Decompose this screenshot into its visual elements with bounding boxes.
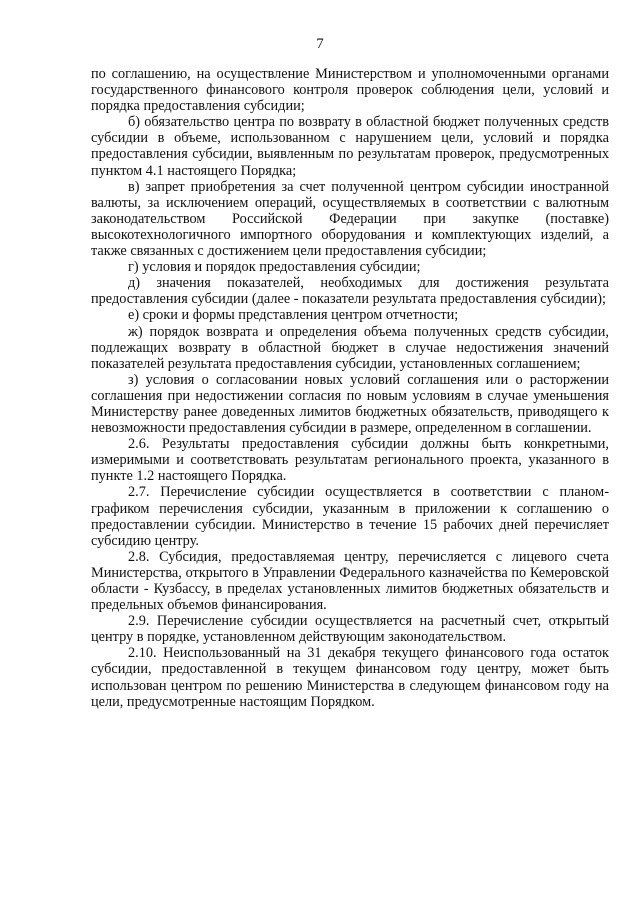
paragraph-item-zh: ж) порядок возврата и определения объема полученных средств субсидии, подлежащих возврату в областной бюджет в случае недостижения значений показателей результата предоставления субсидии, установленных соглашением; xyxy=(91,323,609,372)
paragraph-item-d: д) значения показателей, необходимых для достижения результата предоставления субсидии (далее - показатели результата предоставления субсидии); xyxy=(91,275,609,308)
paragraph-2-6: 2.6. Результаты предоставления субсидии должны быть конкретными, измеримыми и соответствовать результатам регионального проекта, указанного в пункте 1.2 настоящего Порядка. xyxy=(91,436,609,485)
paragraph-item-b: б) обязательство центра по возврату в областной бюджет полученных средств субсидии в объеме, использованном с нарушением цели, условий и порядка предоставления субсидии, выявленным по результатам проверок, предусмотренных пунктом 4.1 настоящего Порядка; xyxy=(91,114,609,179)
paragraph-item-e: е) сроки и формы представления центром отчетности; xyxy=(128,307,459,324)
paragraph-item-v: в) запрет приобретения за счет полученной центром субсидии иностранной валюты, за исключением операций, осуществляемых в соответствии с валютным законодательством Российской Федерации при закупке (поставке) высокотехнологичного импортного оборудования и комплектующих изделий, а также связанных с достижением цели предоставления субсидии; xyxy=(91,178,609,260)
paragraph-2-8: 2.8. Субсидия, предоставляемая центру, перечисляется с лицевого счета Министерства, открытого в Управлении Федерального казначейства по Кемеровской области - Кузбассу, в пределах установленных лимитов бюджетных обязательств и предельных объемов финансирования. xyxy=(91,548,609,614)
page-number: 7 xyxy=(316,36,324,52)
paragraph-2-9: 2.9. Перечисление субсидии осуществляется на расчетный счет, открытый центру в порядке, установленном действующим законодательством. xyxy=(91,613,609,646)
paragraph-item-g: г) условия и порядок предоставления субсидии; xyxy=(128,259,421,276)
document-body xyxy=(91,66,609,710)
paragraph-2-7: 2.7. Перечисление субсидии осуществляется в соответствии с планом-графиком перечисления субсидии, указанным в приложении к соглашению о предоставлении субсидии. Министерство в течение 15 рабочих дней перечисляет субсидию центру. xyxy=(91,484,609,549)
paragraph-item-z: з) условия о согласовании новых условий соглашения или о расторжении соглашения при недостижении согласия по новым условиям в случае уменьшения Министерству ранее доведенных лимитов бюджетных обязательств, приводящего к невозможности предоставления субсидии в размере, определенном в соглашении. xyxy=(91,371,609,437)
paragraph-continuation: по соглашению, на осуществление Министерством и уполномоченными органами государственного финансового контроля проверок соблюдения цели, условий и порядка предоставления субсидии; xyxy=(91,66,609,115)
paragraph-2-10: 2.10. Неиспользованный на 31 декабря текущего финансового года остаток субсидии, предоставленной в текущем финансовом году центру, может быть использован центром по решению Министерства в следующем финансовом году на цели, предусмотренные настоящим Порядком. xyxy=(91,645,609,710)
